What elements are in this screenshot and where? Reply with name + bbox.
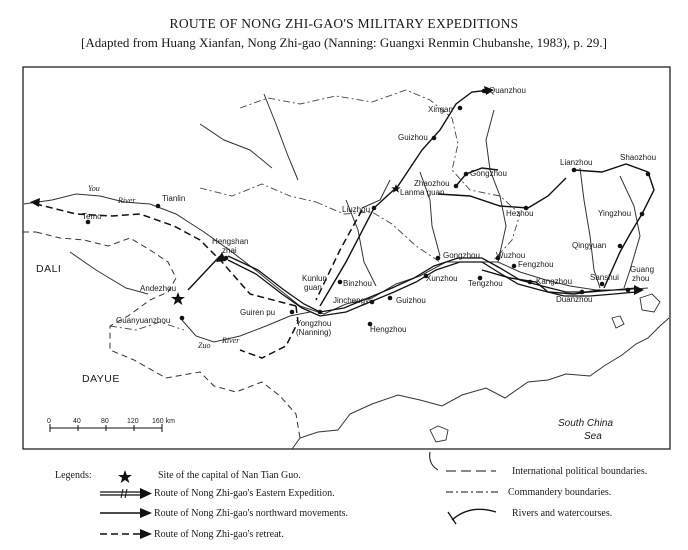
island (612, 316, 624, 328)
place-label: Jinchengyi (333, 296, 371, 305)
place-label: Gongzhou (470, 169, 507, 178)
place-label: Hezhou (506, 209, 534, 218)
legend-commandery: Commandery boundaries. (508, 487, 612, 498)
sea-label: Sea (584, 431, 602, 442)
legend-capital: Site of the capital of Nan Tian Guo. (158, 470, 301, 481)
legend-northward-symbol (100, 508, 152, 518)
place-label: Temo (82, 212, 102, 221)
scale-tick-label: 40 (73, 418, 81, 425)
place-label: Shaozhou (620, 153, 657, 162)
star-icon (118, 470, 132, 483)
star-icon (171, 292, 185, 305)
place-label: Tengzhou (468, 279, 503, 288)
river-label-zuo: Zuo (198, 341, 211, 350)
legend-eastern-symbol (100, 488, 152, 499)
place-label: Hengzhou (370, 325, 407, 334)
place-label: Kangzhou (536, 277, 573, 286)
place-label: guan (304, 283, 322, 292)
scale-tick-label: 80 (101, 418, 109, 425)
place-label: (Nanning) (296, 328, 332, 337)
place-label: Liuzhou (342, 205, 371, 214)
place-label: Zhaozhou (414, 179, 450, 188)
sea-label: South China (558, 418, 614, 429)
place-label: Andezhou (140, 284, 177, 293)
place-label: Xunzhou (426, 274, 458, 283)
place-label: Lianzhou (560, 158, 593, 167)
retreat-arrowhead (30, 198, 40, 207)
legend-international: International political boundaries. (512, 466, 648, 477)
place-label: Quanzhou (489, 86, 526, 95)
river-label-you: River (118, 196, 136, 205)
place-label: Xingan (428, 105, 453, 114)
legend-northward: Route of Nong Zhi-gao's northward movements. (154, 508, 348, 519)
place-label: Binzhou (343, 279, 372, 288)
scale-tick-label: 120 (127, 418, 139, 425)
legend-retreat: Route of Nong Zhi-gao's retreat. (154, 529, 284, 540)
place-label: Duanzhou (556, 295, 593, 304)
place-label: Guanyuanzhou (116, 316, 171, 325)
legend-heading: Legends: (55, 470, 92, 481)
scale-tick-label: 160 km (152, 418, 175, 425)
eastern-arrowhead (634, 285, 644, 295)
scale-bar (47, 418, 175, 432)
place-label: zhai (222, 246, 237, 255)
place-label: Kunlun (302, 274, 327, 283)
coastline (292, 318, 669, 449)
international-boundaries (23, 232, 300, 438)
region-label-dayue: DAYUE (82, 373, 120, 385)
map-frame (23, 67, 670, 449)
commandery-boundaries (110, 90, 520, 330)
place-label: Sanshui (590, 273, 619, 282)
place-label: Gongzhou (443, 251, 480, 260)
place-label: Lanma guan (400, 188, 445, 197)
legend-eastern: Route of Nong Zhi-gao's Eastern Expedition. (154, 488, 335, 499)
island (430, 426, 448, 442)
scale-tick-label: 0 (47, 418, 51, 425)
legend-rivers-symbol (448, 509, 496, 524)
region-label-dali: DALI (36, 263, 62, 275)
place-label: Guiren pu (240, 308, 276, 317)
place-label: Fengzhou (518, 260, 554, 269)
river-label-you: You (88, 184, 100, 193)
place-label: Guizhou (396, 296, 426, 305)
place-label: Wuzhou (496, 251, 526, 260)
legend-rivers: Rivers and watercourses. (512, 508, 613, 519)
legend-retreat-symbol (100, 529, 152, 539)
place-label: Guizhou (398, 133, 428, 142)
map-title: ROUTE OF NONG ZHI-GAO'S MILITARY EXPEDITIONS (169, 16, 519, 31)
place-label: Qingyuan (572, 241, 607, 250)
place-label: Tianlin (162, 194, 186, 203)
place-label: Hengshan (212, 237, 249, 246)
place-label: Yongzhou (296, 319, 332, 328)
place-label: Yingzhou (598, 209, 632, 218)
place-label: zhou (632, 274, 650, 283)
eastern-expedition-route (228, 256, 636, 316)
river-label-zuo: River (222, 336, 240, 345)
place-label: Guang (630, 265, 655, 274)
legend-international-symbol (430, 452, 496, 471)
map-subtitle: [Adapted from Huang Xianfan, Nong Zhi-gao (Nanning: Guangxi Renmin Chubanshe, 1983), p. 29.] (80, 35, 608, 50)
island (640, 294, 660, 312)
